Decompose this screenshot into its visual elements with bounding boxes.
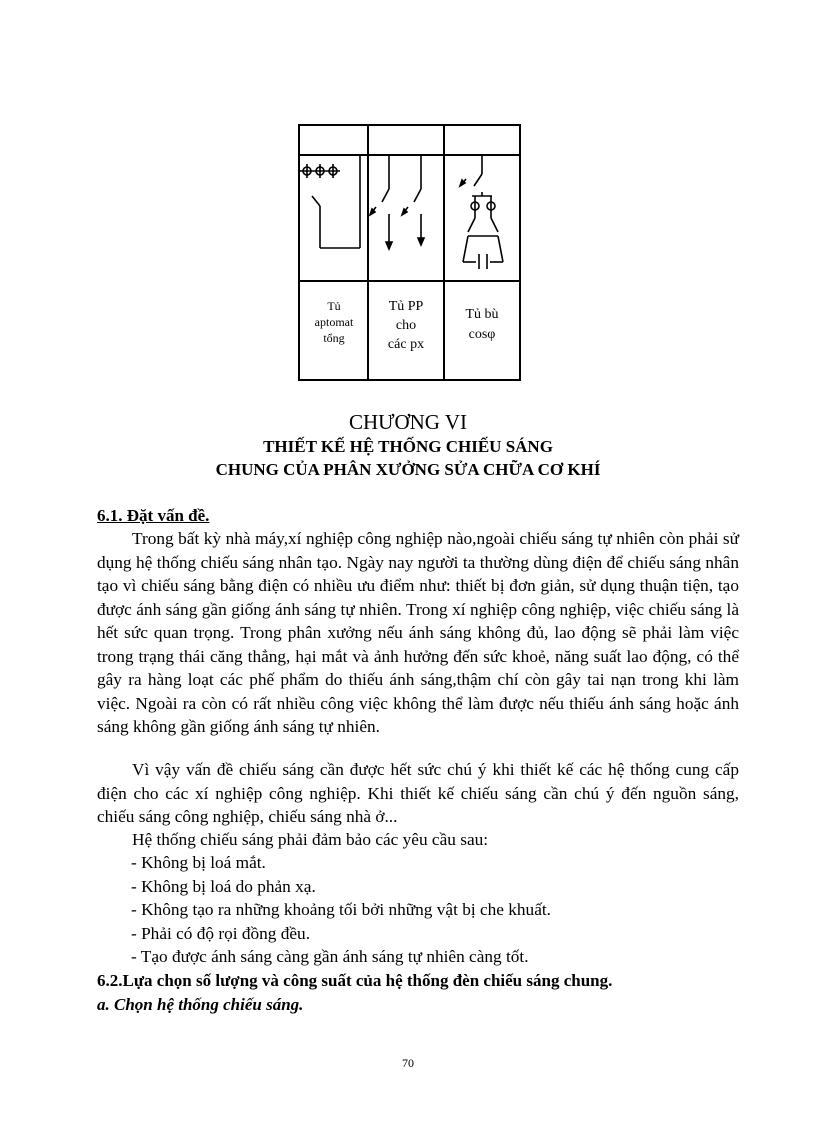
- section-title: 6.2.Lựa chọn số lượng và công suất của hệ thống đèn chiếu sáng chung.: [97, 971, 613, 990]
- distribution-symbol: [370, 155, 424, 249]
- requirement-item: - Không tạo ra những khoảng tối bởi những vật bị che khuất.: [131, 900, 551, 919]
- requirement-item: - Không bị loá do phản xạ.: [131, 877, 316, 896]
- cell-label-aptomat: [300, 298, 368, 347]
- cell-label-line: cho: [395, 318, 417, 333]
- cell-label-line: Tủ bù: [465, 307, 499, 322]
- cell-label-line: các px: [387, 337, 425, 352]
- cell-label-line: cosφ: [468, 327, 496, 342]
- capacitor-bank-symbol: [460, 155, 503, 269]
- paragraph: Vì vậy vấn đề chiếu sáng cần được hết sức chú ý khi thiết kế các hệ thống cung cấp điện cho các xí nghiệp công nghiệp. Khi thiết kế chiếu sáng cần chú ý đến nguồn sáng, chiếu sáng công nghiệp, chiếu sáng nhà ở...: [97, 760, 739, 826]
- requirement-item: - Phải có độ rọi đồng đều.: [131, 924, 311, 943]
- paragraph: Trong bất kỳ nhà máy,xí nghiệp công nghiệp nào,ngoài chiếu sáng tự nhiên còn phải sử dụng hệ thống chiếu sáng nhân tạo. Ngày nay người ta thường dùng điện để chiếu sáng nhân tạo vì chiếu sáng bằng điện có nhiều ưu điểm như: thiết bị đơn giản, sử dụng thuận tiện, tạo được ánh sáng gần giống ánh sáng tự nhiên. Trong xí nghiệp công nghiệp, việc chiếu sáng là hết sức quan trọng. Trong phân xưởng nếu ánh sáng không đủ, lao động sẽ phải làm việc trong trạng thái căng thẳng, hại mắt và ảnh hưởng đến sức khoẻ, năng suất lao động, có thể gây ra hàng loạt các phế phẩm do thiếu ánh sáng,thậm chí còn gây tai nạn trong khi làm việc. Ngoài ra còn có rất nhiều công việc không thể làm được nếu thiếu ánh sáng hoặc ánh sáng không gần giống ánh sáng tự nhiên.: [97, 529, 739, 736]
- requirement-item: - Không bị loá mắt.: [131, 853, 266, 872]
- cell-label-line: tổng: [323, 331, 345, 346]
- chapter-title-line2: CHUNG CỦA PHÂN XƯỞNG SỬA CHỮA CƠ KHÍ: [215, 460, 601, 479]
- cell-label-line: aptomat: [314, 315, 354, 330]
- chapter-number: CHƯƠNG VI: [349, 410, 467, 434]
- paragraph: Hệ thống chiếu sáng phải đảm bảo các yêu cầu sau:: [132, 830, 489, 849]
- requirement-item: - Tạo được ánh sáng càng gần ánh sáng tự nhiên càng tốt.: [131, 947, 529, 966]
- cell-label-line: Tủ PP: [388, 299, 424, 314]
- section-title: 6.1. Đặt vấn đề.: [97, 506, 210, 525]
- cell-label-distribution: [368, 297, 444, 354]
- cell-label-line: Tủ: [327, 299, 341, 313]
- cell-label-capacitor: [444, 305, 520, 345]
- aptomat-symbol: [300, 155, 360, 248]
- page-number: 70: [402, 1056, 414, 1070]
- subsection-title: a. Chọn hệ thống chiếu sáng.: [97, 995, 304, 1014]
- chapter-title-line1: THIẾT KẾ HỆ THỐNG CHIẾU SÁNG: [263, 437, 553, 456]
